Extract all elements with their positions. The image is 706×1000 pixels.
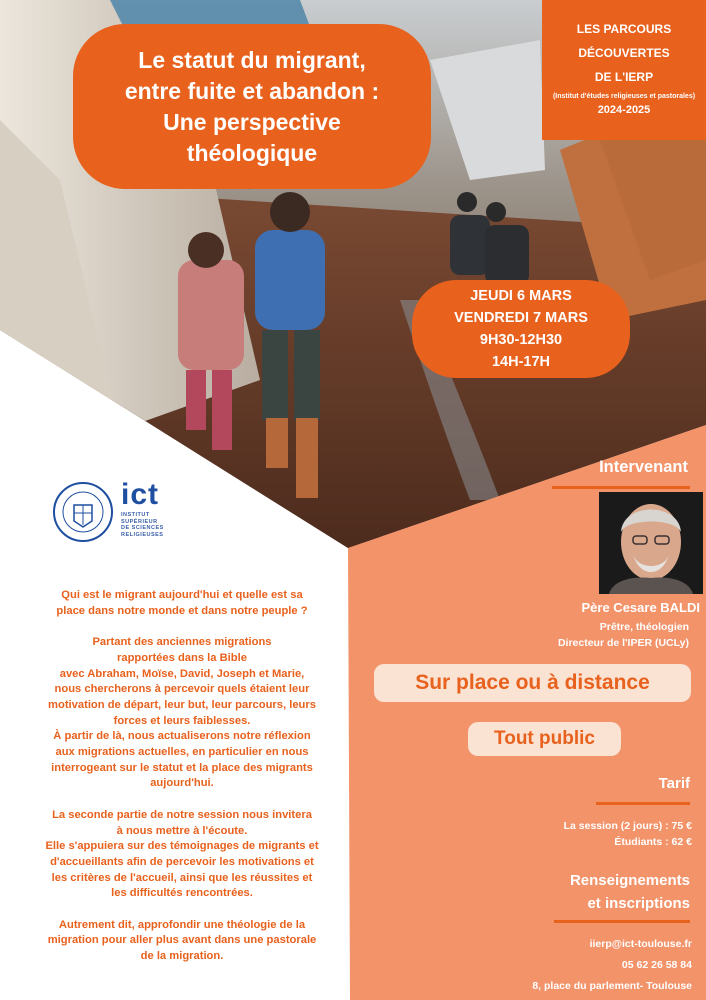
text-line: aujourd'hui. <box>150 777 214 790</box>
date-line: VENDREDI 7 MARS <box>454 310 588 326</box>
contact-details <box>532 934 692 997</box>
pricing-heading: Tarif <box>658 775 690 792</box>
speaker-portrait <box>599 492 703 594</box>
text-line: d'accueillants afin de percevoir les motivations et <box>50 855 314 868</box>
text-line: de la migration. <box>140 950 224 963</box>
series-label <box>542 0 706 140</box>
text-line: Elle s'appuiera sur des témoignages de migrants et <box>45 840 319 853</box>
title-line: Une perspective <box>163 108 341 135</box>
text-line: Qui est le migrant aujourd'hui et quelle est sa <box>61 589 303 601</box>
title-line: théologique <box>186 139 318 166</box>
logo-line: INSTITUT <box>121 512 150 518</box>
ict-logo <box>121 478 164 538</box>
contact-heading <box>570 869 690 915</box>
logo-line: SUPÉRIEUR <box>121 518 158 525</box>
text-line: rapportées dans la Bible <box>117 651 247 664</box>
series-line: LES PARCOURS <box>576 22 672 36</box>
audience-badge: Tout public <box>468 722 621 756</box>
price-students: Étudiants : 62 € <box>614 836 692 848</box>
series-line: DÉCOUVERTES <box>578 46 670 60</box>
title-box <box>73 24 431 189</box>
text-line: les critères de l'accueil, ainsi que les réussites et <box>51 871 313 884</box>
logo-line: DE SCIENCES <box>121 525 164 531</box>
contact-heading-line: et inscriptions <box>587 895 690 912</box>
text-line: place dans notre monde et dans notre peuple ? <box>56 604 308 617</box>
text-line: à nous mettre à l'écoute. <box>116 824 248 837</box>
paragraph <box>12 808 352 902</box>
text-line: À partir de là, nous actualiserons notre réflexion <box>53 730 311 743</box>
speaker-role-line: Prêtre, théologien <box>599 621 689 633</box>
contact-email[interactable]: iierp@ict-toulouse.fr <box>589 938 692 950</box>
text-line: aux migrations actuelles, en particulier en nous <box>55 746 309 759</box>
series-line: DE L'IERP <box>594 70 654 84</box>
ict-seal-icon <box>52 481 114 543</box>
text-line: motivation de départ, leur but, leur parcours, leurs <box>48 698 316 711</box>
pricing-details <box>564 818 692 850</box>
text-line: La seconde partie de notre session nous invitera <box>52 808 312 821</box>
speaker-name: Père Cesare BALDI <box>581 600 700 615</box>
date-line: JEUDI 6 MARS <box>470 288 572 304</box>
divider <box>554 920 690 923</box>
text-line: interrogeant sur le statut et la place des migrants <box>51 761 313 774</box>
speaker-heading: Intervenant <box>599 458 688 476</box>
text-line: les difficultés rencontrées. <box>111 887 253 900</box>
text-line: migration pour aller plus avant dans une pastorale <box>47 934 317 947</box>
divider <box>552 486 690 489</box>
paragraph <box>12 635 352 792</box>
contact-heading-line: Renseignements <box>569 872 690 889</box>
text-line: forces et leurs faiblesses. <box>113 714 251 727</box>
paragraph <box>12 918 352 965</box>
logo-line: RELIGIEUSES <box>121 531 164 538</box>
series-subtitle: (Institut d'études religieuses et pastorales) <box>552 93 696 100</box>
format-badge: Sur place ou à distance <box>374 664 691 702</box>
time-line: 14H-17H <box>491 354 551 370</box>
text-line: nous chercherons à percevoir quels étaient leur <box>54 683 310 696</box>
price-session: La session (2 jours) : 75 € <box>563 820 692 832</box>
paragraph <box>12 588 352 619</box>
divider <box>596 802 690 805</box>
title-line: entre fuite et abandon : <box>124 77 380 104</box>
description <box>12 588 352 981</box>
title-line: Le statut du migrant, <box>138 46 366 73</box>
time-line: 9H30-12H30 <box>479 332 563 348</box>
speaker-role-line: Directeur de l'IPER (UCLy) <box>557 637 689 649</box>
speaker-role <box>558 619 689 651</box>
text-line: avec Abraham, Moïse, David, Joseph et Marie, <box>59 667 305 680</box>
logo-name: ict <box>121 478 160 511</box>
series-years: 2024-2025 <box>597 104 651 116</box>
contact-address: 8, place du parlement- Toulouse <box>532 980 692 992</box>
info-column <box>360 450 706 1000</box>
date-box <box>412 280 630 378</box>
text-line: Autrement dit, approfondir une théologie de la <box>58 918 306 931</box>
contact-phone[interactable]: 05 62 26 58 84 <box>621 959 692 971</box>
text-line: Partant des anciennes migrations <box>92 636 272 649</box>
